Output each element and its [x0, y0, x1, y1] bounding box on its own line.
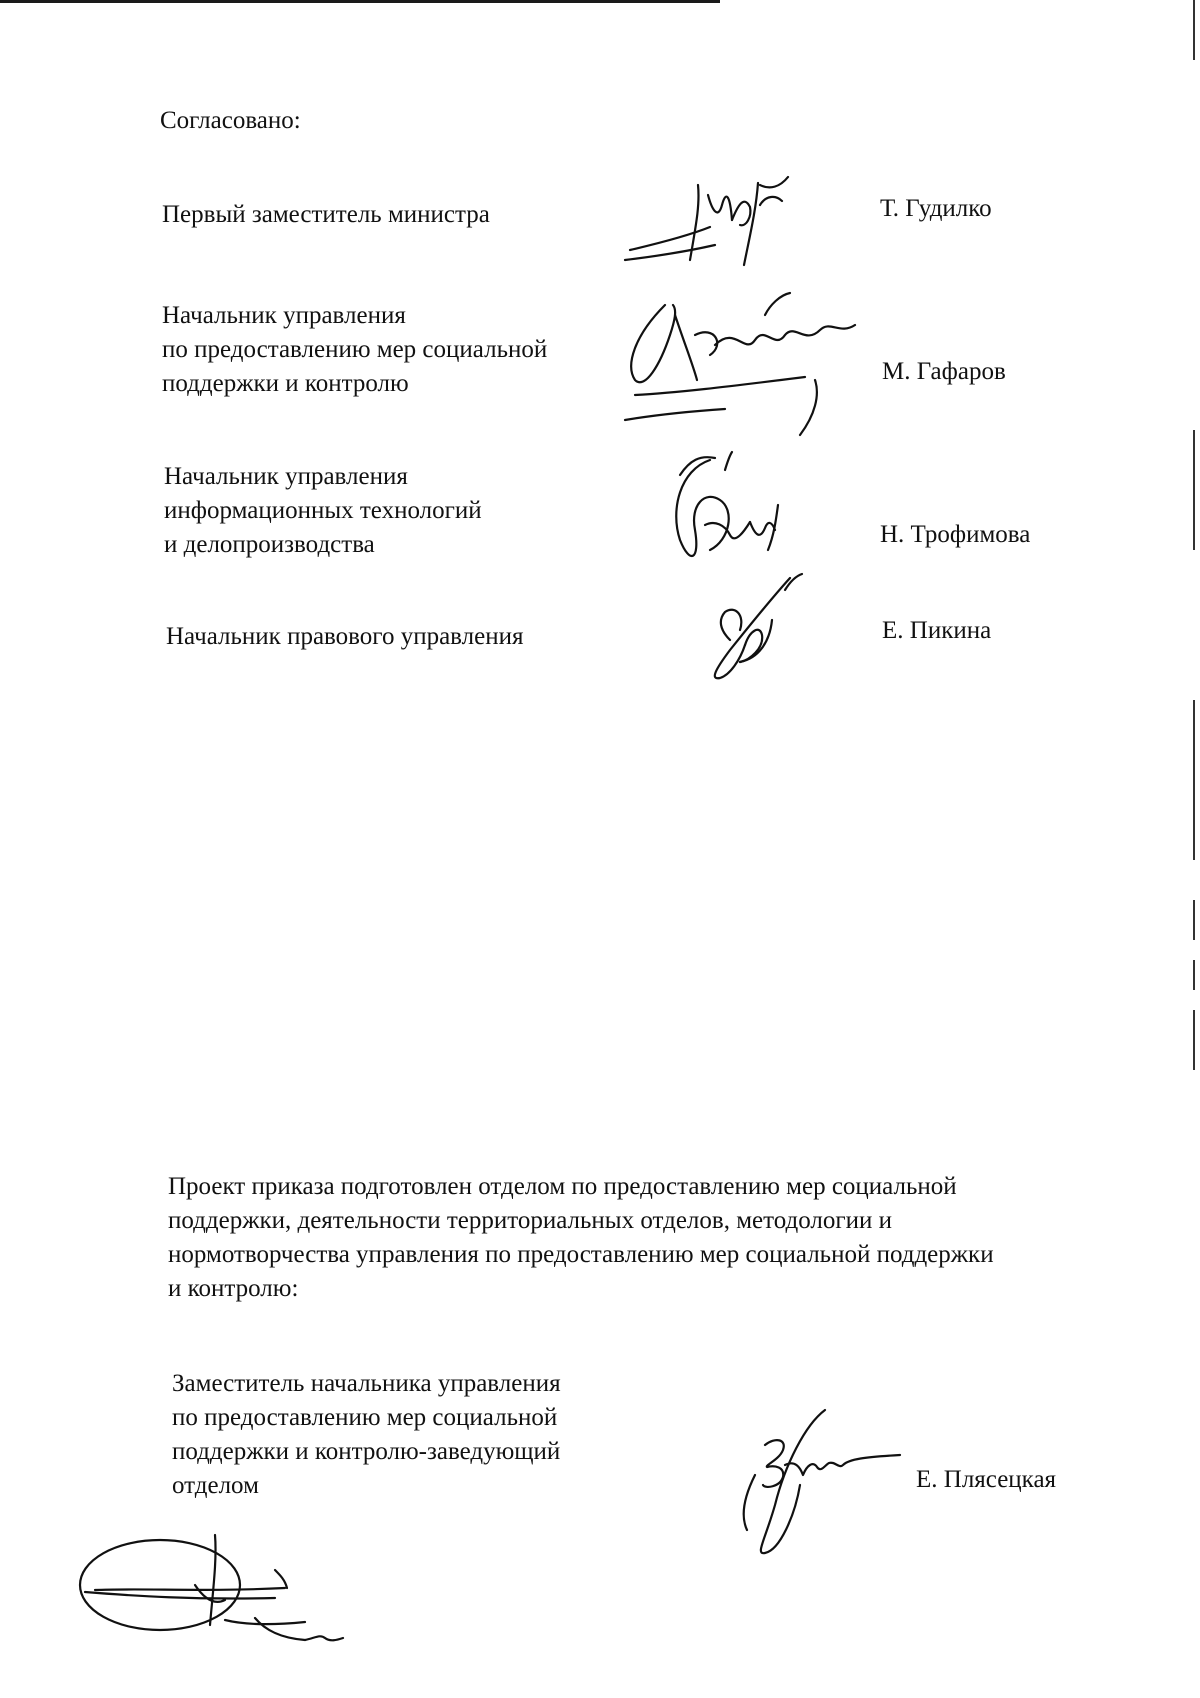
position-line: Первый заместитель министра [162, 201, 490, 228]
approval-1-name: Т. Гудилко [880, 195, 992, 222]
approval-1-position [162, 198, 490, 232]
position-line: и делопроизводства [164, 531, 375, 558]
approval-2-position [162, 299, 547, 401]
scan-right-edge [1193, 0, 1194, 1698]
note-line: нормотворчества управления по предоставлению мер социальной поддержки [168, 1241, 994, 1268]
approval-3-name: Н. Трофимова [880, 521, 1031, 548]
signature-plyasetskaya [725, 1405, 925, 1565]
approval-3-position [164, 460, 482, 562]
signature-pikina [690, 570, 820, 690]
position-line: Начальник управления [162, 302, 406, 329]
position-line: по предоставлению мер социальной [172, 1404, 558, 1431]
position-line: Начальник правового управления [166, 623, 524, 650]
position-line: поддержки и контролю-заведующий [172, 1438, 561, 1465]
signature-gafarov [615, 285, 875, 445]
scan-top-edge [0, 0, 720, 3]
signature-bottom-left [75, 1530, 355, 1660]
position-line: отделом [172, 1472, 259, 1499]
preparer-name: Е. Плясецкая [916, 1466, 1057, 1493]
approval-4-position [166, 620, 523, 654]
preparer-position [172, 1367, 561, 1503]
position-line: Начальник управления [164, 463, 408, 490]
note-line: поддержки, деятельности территориальных отделов, методологии и [168, 1207, 893, 1234]
position-line: Заместитель начальника управления [172, 1370, 561, 1397]
position-line: по предоставлению мер социальной [162, 336, 548, 363]
signature-gudilko [620, 165, 820, 275]
note-line: Проект приказа подготовлен отделом по предоставлению мер социальной [168, 1173, 957, 1200]
prepared-note [168, 1170, 994, 1306]
approval-4-name: Е. Пикина [882, 617, 992, 644]
position-line: поддержки и контролю [162, 370, 409, 397]
note-line: и контролю: [168, 1275, 299, 1302]
approval-2-name: М. Гафаров [882, 358, 1006, 385]
agreed-label: Согласовано: [160, 107, 301, 134]
position-line: информационных технологий [164, 497, 482, 524]
